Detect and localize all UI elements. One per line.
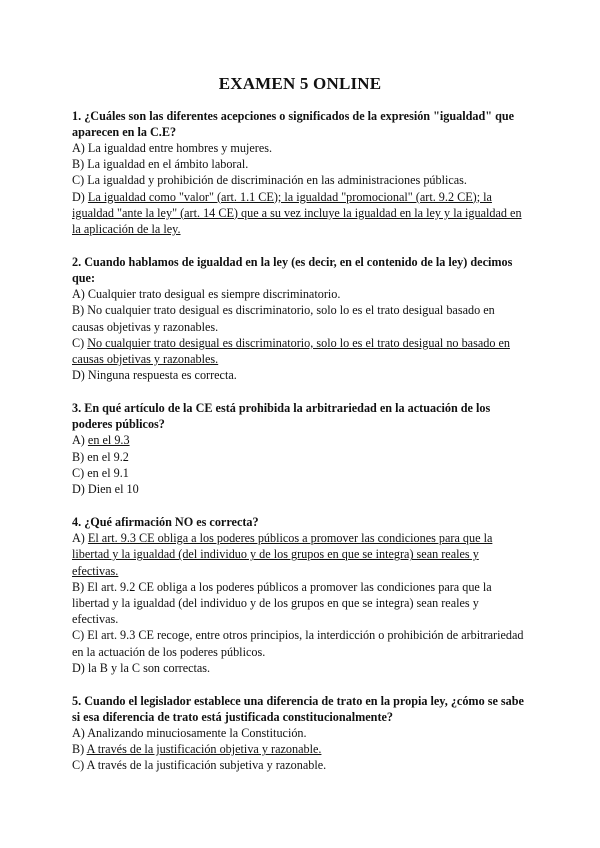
option-b: B) en el 9.2 — [72, 449, 129, 464]
option-c: C) A través de la justificación subjetiva y razonable. — [72, 758, 327, 773]
question-1 — [72, 108, 528, 237]
question-text: 5. Cuando el legislador establece una diferencia de trato en la propia ley, ¿cómo se sabe si esa diferencia de trato está justificada constitucionalmente? — [72, 694, 524, 725]
question-list — [72, 108, 528, 791]
question-text: 4. ¿Qué afirmación NO es correcta? — [72, 515, 259, 530]
question-2 — [72, 254, 528, 383]
option-b: B) La igualdad en el ámbito laboral. — [72, 157, 249, 172]
correct-answer: en el 9.3 — [87, 433, 130, 448]
question-4 — [72, 514, 528, 676]
question-text: 2. Cuando hablamos de igualdad en la ley (es decir, en el contenido de la ley) decimos que: — [72, 255, 513, 286]
option-a: A) La igualdad entre hombres y mujeres. — [72, 141, 273, 155]
option-b: B) El art. 9.2 CE obliga a los poderes públicos a promover las condiciones para que la libertad y la igualdad (del individuo y de los grupos en que se integra) sean reales y efectivas. — [72, 579, 492, 627]
question-text: 3. En qué artículo de la CE está prohibida la arbitrariedad en la actuación de los poderes públicos? — [72, 401, 491, 432]
option-d: D) la B y la C son correctas. — [72, 660, 211, 675]
option-a: A) en el 9.3 — [72, 433, 130, 448]
correct-answer: A través de la justificación objetiva y razonable. — [86, 742, 322, 757]
option-d: D) Ninguna respuesta es correcta. — [72, 368, 237, 383]
option-c: C) No cualquier trato desigual es discriminatorio, solo lo es el trato desigual no basado en causas objetivas y razonables. — [72, 335, 510, 367]
question-text: 1. ¿Cuáles son las diferentes acepciones o significados de la expresión "igualdad" que aparecen en la C.E? — [72, 109, 515, 139]
option-c: C) en el 9.1 — [72, 465, 129, 480]
question-3 — [72, 400, 528, 497]
option-a: A) El art. 9.3 CE obliga a los poderes públicos a promover las condiciones para que la libertad y la igualdad (del individuo y de los grupos en que se integra) sean reales y efectivas. — [72, 531, 493, 578]
option-b: B) A través de la justificación objetiva y razonable. — [72, 742, 322, 757]
page-title: EXAMEN 5 ONLINE — [218, 74, 382, 93]
option-a: A) Analizando minuciosamente la Constitución. — [72, 726, 307, 741]
option-c: C) La igualdad y prohibición de discriminación en las administraciones públicas. — [72, 173, 467, 188]
correct-answer: No cualquier trato desigual es discriminatorio, solo lo es el trato desigual no basado en causas objetivas y razonables. — [72, 335, 510, 367]
correct-answer: La igualdad como "valor" (art. 1.1 CE); la igualdad "promocional" (art. 9.2 CE); la igualdad "ante la ley" (art. 14 CE) que a su vez incluye la igualdad en la ley y la igualdad en la aplicación de la ley. — [72, 189, 522, 237]
option-b: B) No cualquier trato desigual es discriminatorio, solo lo es el trato desigual basado en causas objetivas y razonables. — [72, 303, 495, 334]
question-5 — [72, 693, 528, 774]
option-d: D) Dien el 10 — [72, 482, 139, 497]
option-c: C) El art. 9.3 CE recoge, entre otros principios, la interdicción o prohibición de arbitrariedad en la actuación de los poderes públicos. — [72, 628, 524, 659]
option-a: A) Cualquier trato desigual es siempre discriminatorio. — [72, 287, 341, 302]
option-d: D) La igualdad como "valor" (art. 1.1 CE); la igualdad "promocional" (art. 9.2 CE); la igualdad "ante la ley" (art. 14 CE) que a su vez incluye la igualdad en la ley y la igualdad en la aplicación de la ley. — [72, 189, 522, 237]
correct-answer: El art. 9.3 CE obliga a los poderes públicos a promover las condiciones para que la libertad y la igualdad (del individuo y de los grupos en que se integra) sean reales y efectivas. — [72, 531, 493, 578]
